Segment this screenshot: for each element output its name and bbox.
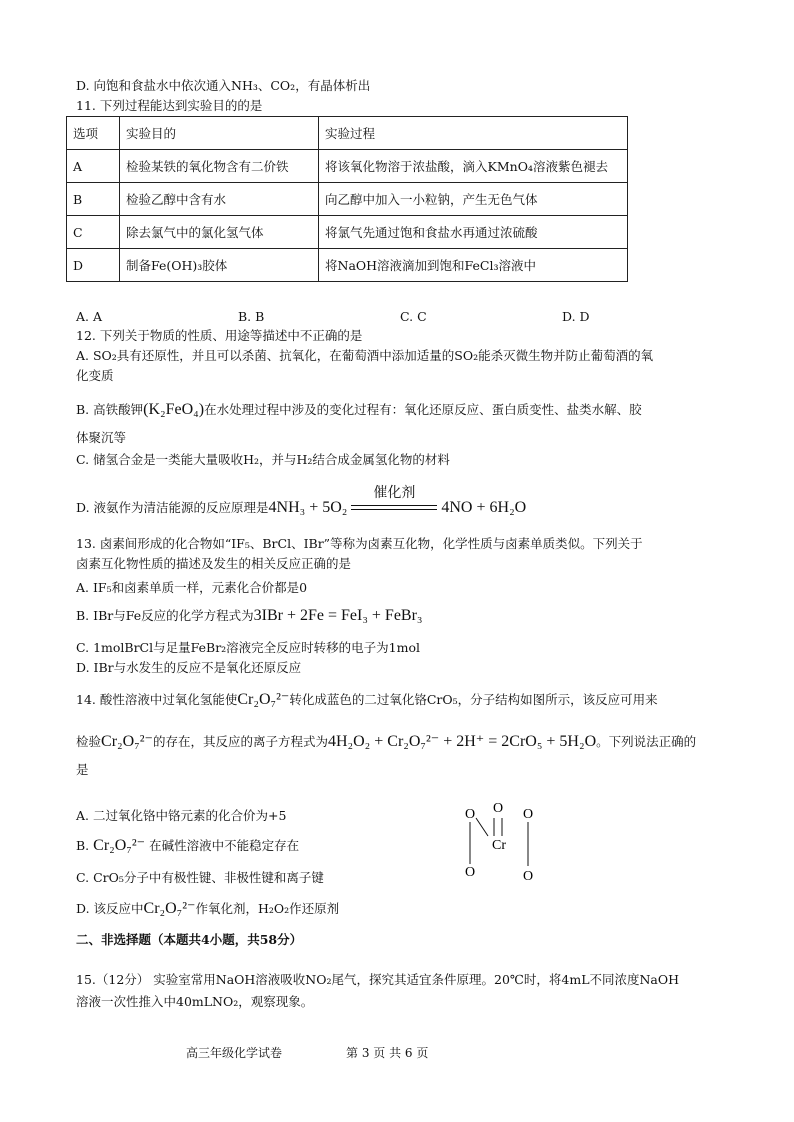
table-cell: B xyxy=(67,183,120,216)
ionic-equation: 4H₂O₂ + Cr₂O₇²⁻ + 2H⁺ = 2CrO₅ + 5H₂O xyxy=(327,733,597,750)
dichromate-formula: Cr₂O₇²⁻ xyxy=(101,733,153,750)
structure-oxygen-lower-right: O xyxy=(522,869,534,884)
q13-option-c: C. 1molBrCl与足量FeBr₂溶液完全反应时转移的电子为1mol xyxy=(76,640,421,655)
q10-option-d: D. 向饱和食盐水中依次通入NH₃、CO₂，有晶体析出 xyxy=(76,78,371,93)
q15-stem-cont: 溶液一次性推入中40mLNO₂，观察现象。 xyxy=(76,994,314,1009)
ammonia-reactants: 4NH₃ + 5O₂ xyxy=(268,499,348,516)
page-number: 第 3 页 共 6 页 xyxy=(346,1046,429,1060)
table-cell: 检验某铁的氧化物含有二价铁 xyxy=(120,150,319,183)
q12-option-c: C. 储氢合金是一类能大量吸收H₂，并与H₂结合成金属氢化物的材料 xyxy=(76,452,450,467)
table-header-cell: 选项 xyxy=(67,117,120,150)
q14-option-a: A. 二过氧化铬中铬元素的化合价为+5 xyxy=(76,808,287,823)
table-header-cell: 实验目的 xyxy=(120,117,319,150)
dichromate-formula: Cr₂O₇²⁻ xyxy=(237,691,290,708)
q14-option-b-text: 在碱性溶液中不能稳定存在 xyxy=(149,838,300,853)
table-cell: 制备Fe(OH)₃胶体 xyxy=(120,249,319,282)
q12-option-d xyxy=(76,485,527,518)
q13-stem: 13. 卤素间形成的化合物如“IF₅、BrCl、IBr”等称为卤素互化物，化学性质与卤素单质类似。下列关于 xyxy=(76,536,643,551)
q13-option-a: A. IF₅和卤素单质一样，元素化合价都是0 xyxy=(76,580,308,595)
table-cell: C xyxy=(67,216,120,249)
dichromate-formula: Cr₂O₇²⁻ xyxy=(93,837,146,854)
table-row xyxy=(67,216,628,249)
structure-chromium: Cr xyxy=(492,838,506,853)
q14-option-d xyxy=(76,901,339,917)
q12-option-a: A. SO₂具有还原性，并且可以杀菌、抗氧化，在葡萄酒中添加适量的SO₂能杀灭微生物并防止葡萄酒的氧 xyxy=(76,348,654,363)
table-row xyxy=(67,249,628,282)
potassium-ferrate-formula: (K₂FeO₄) xyxy=(143,401,205,418)
q11-option-b: B. B xyxy=(238,309,265,324)
cro5-structure-diagram xyxy=(452,798,562,888)
table-cell: 将NaOH溶液滴加到饱和FeCl₃溶液中 xyxy=(319,249,628,282)
table-row xyxy=(67,183,628,216)
q11-option-d: D. D xyxy=(562,309,590,324)
table-cell: 向乙醇中加入一小粒钠，产生无色气体 xyxy=(319,183,628,216)
q14-stem xyxy=(76,692,658,708)
q13-stem-cont: 卤素互化物性质的描述及发生的相关反应正确的是 xyxy=(76,556,352,571)
q12-option-b-label: B. 高铁酸钾 xyxy=(76,402,144,417)
catalyst-arrow xyxy=(347,485,441,518)
q11-stem: 11. 下列过程能达到实验目的的是 xyxy=(76,98,263,113)
table-cell: 检验乙醇中含有水 xyxy=(120,183,319,216)
table-row xyxy=(67,150,628,183)
table-cell: 除去氯气中的氯化氢气体 xyxy=(120,216,319,249)
q15-stem: 15.（12分） 实验室常用NaOH溶液吸收NO₂尾气，探究其适宜条件原理。20℃时，将4mL不同浓度NaOH xyxy=(76,972,680,987)
q12-option-b-text: 在水处理过程中涉及的变化过程有：氧化还原反应、蛋白质变性、盐类水解、胶 xyxy=(204,402,642,417)
q12-option-a-cont: 化变质 xyxy=(76,368,114,383)
q13-option-d: D. IBr与水发生的反应不是氧化还原反应 xyxy=(76,660,302,675)
q14-option-b-label: B. xyxy=(76,838,90,853)
q14-stem-text: 14. 酸性溶液中过氧化氢能使 xyxy=(76,692,238,707)
q14-stem-line2 xyxy=(76,734,696,750)
q13-option-b-label: B. IBr与Fe反应的化学方程式为 xyxy=(76,608,254,623)
structure-oxygen-lower-left: O xyxy=(464,865,476,880)
q14-stem2-mid: 的存在，其反应的离子方程式为 xyxy=(152,734,328,749)
q14-stem2-post: 。下列说法正确的 xyxy=(596,734,697,749)
q14-option-c: C. CrO₅分子中有极性键、非极性键和离子键 xyxy=(76,870,324,885)
table-cell: 将氯气先通过饱和食盐水再通过浓硫酸 xyxy=(319,216,628,249)
q11-option-a: A. A xyxy=(76,309,103,324)
q14-option-d-label: D. 该反应中 xyxy=(76,901,144,916)
q12-stem: 12. 下列关于物质的性质、用途等描述中不正确的是 xyxy=(76,328,363,343)
q13-option-b xyxy=(76,608,423,624)
q14-stem-text-cont: 转化成蓝色的二过氧化铬CrO₅，分子结构如图所示，该反应可用来 xyxy=(289,692,658,707)
double-line-arrow xyxy=(351,505,437,510)
footer-title: 高三年级化学试卷 xyxy=(186,1046,283,1060)
catalyst-label: 催化剂 xyxy=(373,485,416,501)
cr-o-bond xyxy=(476,818,488,836)
q11-option-c: C. C xyxy=(400,309,427,324)
ibr-fe-equation: 3IBr + 2Fe = FeI₃ + FeBr₃ xyxy=(253,607,423,624)
table-header-row xyxy=(67,117,628,150)
q12-option-b-cont: 体聚沉等 xyxy=(76,430,127,445)
structure-oxygen-upper-right: O xyxy=(522,807,534,822)
q14-option-d-text: 作氧化剂，H₂O₂作还原剂 xyxy=(195,901,340,916)
section-2-heading: 二、非选择题（本题共4小题，共58分） xyxy=(76,932,303,947)
table-cell: A xyxy=(67,150,120,183)
q14-stem2-text: 检验 xyxy=(76,734,102,749)
table-cell: D xyxy=(67,249,120,282)
table-header-cell: 实验过程 xyxy=(319,117,628,150)
table-cell: 将该氧化物溶于浓盐酸，滴入KMnO₄溶液紫色褪去 xyxy=(319,150,628,183)
q12-option-d-label: D. 液氨作为清洁能源的反应原理是 xyxy=(76,500,269,515)
q14-stem-line3: 是 xyxy=(76,762,89,777)
q11-table xyxy=(66,116,628,282)
ammonia-products: 4NO + 6H₂O xyxy=(441,499,527,516)
q12-option-b xyxy=(76,402,642,418)
structure-oxygen-top: O xyxy=(492,801,504,816)
structure-oxygen-upper-left: O xyxy=(464,807,476,822)
q14-option-b xyxy=(76,838,299,854)
dichromate-formula: Cr₂O₇²⁻ xyxy=(143,900,196,917)
